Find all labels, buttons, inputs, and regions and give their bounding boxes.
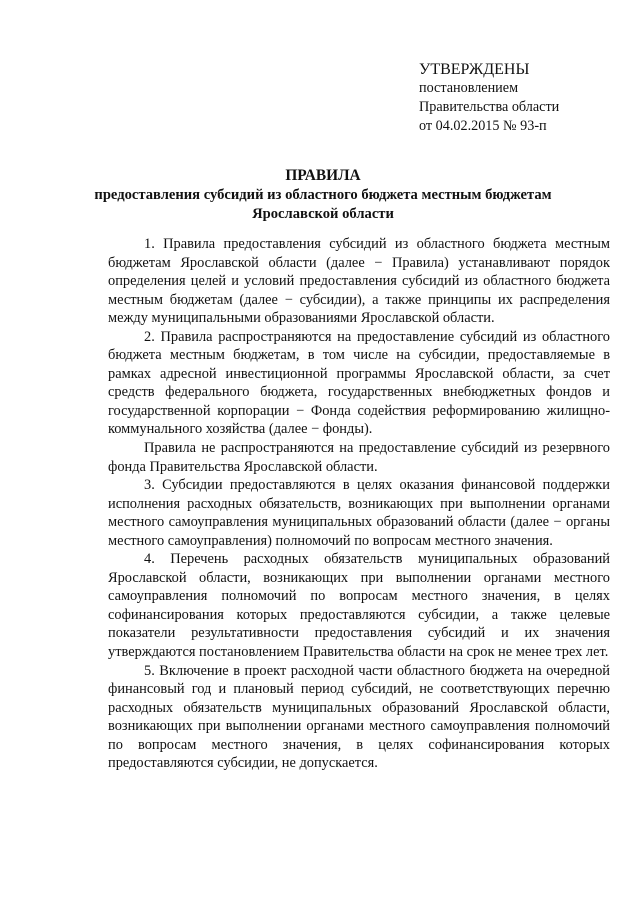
approval-heading: УТВЕРЖДЕНЫ	[419, 61, 530, 78]
approval-line-3: от 04.02.2015 № 93-п	[419, 118, 547, 134]
paragraph-1: 1. Правила предоставления субсидий из областного бюджета местным бюджетам Ярославской области (далее − Правила) устанавливают порядок определения целей и условий предоставления субсидий из областного бюджета местным бюджетам (далее − субсидии), а также принципы их распределения между муниципальными образованиями Ярославской области.	[108, 236, 610, 327]
approval-stamp	[419, 60, 619, 136]
paragraph-2: 2. Правила распространяются на предоставление субсидий из областного бюджета местным бюджетам, в том числе на субсидии, предоставляемые в рамках адресной инвестиционной программы Ярославской области, за счет средств федерального бюджета, государственных внебюджетных фондов и государственной корпорации − Фонда содействия реформированию жилищно-коммунального хозяйства (далее − фонды).	[108, 328, 610, 438]
paragraph-5: 5. Включение в проект расходной части областного бюджета на очередной финансовый год и плановый период субсидий, не соответствующих перечню расходных обязательств муниципальных образований Ярославской области, возникающих при выполнении органами местного самоуправления полномочий по вопросам местного значения, в целях софинансирования которых предоставляются субсидии, не допускается.	[108, 662, 610, 772]
title-subtitle: предоставления субсидий из областного бюджета местным бюджетам Ярославской области	[94, 187, 552, 222]
paragraph-3: 3. Субсидии предоставляются в целях оказания финансовой поддержки исполнения расходных обязательств, возникающих при выполнении органами местного самоуправления муниципальных образований области (далее − органы местного самоуправления) полномочий по вопросам местного значения.	[108, 477, 610, 549]
paragraph-2-exception: Правила не распространяются на предоставление субсидий из резервного фонда Правительства Ярославской области.	[108, 440, 610, 475]
document-title	[85, 166, 561, 224]
approval-line-1: постановлением	[419, 80, 519, 96]
title-main: ПРАВИЛА	[285, 167, 361, 184]
document-body	[108, 235, 610, 773]
approval-line-2: Правительства области	[419, 99, 560, 115]
paragraph-4: 4. Перечень расходных обязательств муниципальных образований Ярославской области, возникающих при выполнении органами местного самоуправления полномочий по вопросам местного значения, в целях софинансирования которых предоставляются субсидии, а также целевые показатели результативности предоставления субсидий и их значения утверждаются постановлением Правительства области на срок не менее трех лет.	[108, 551, 610, 661]
